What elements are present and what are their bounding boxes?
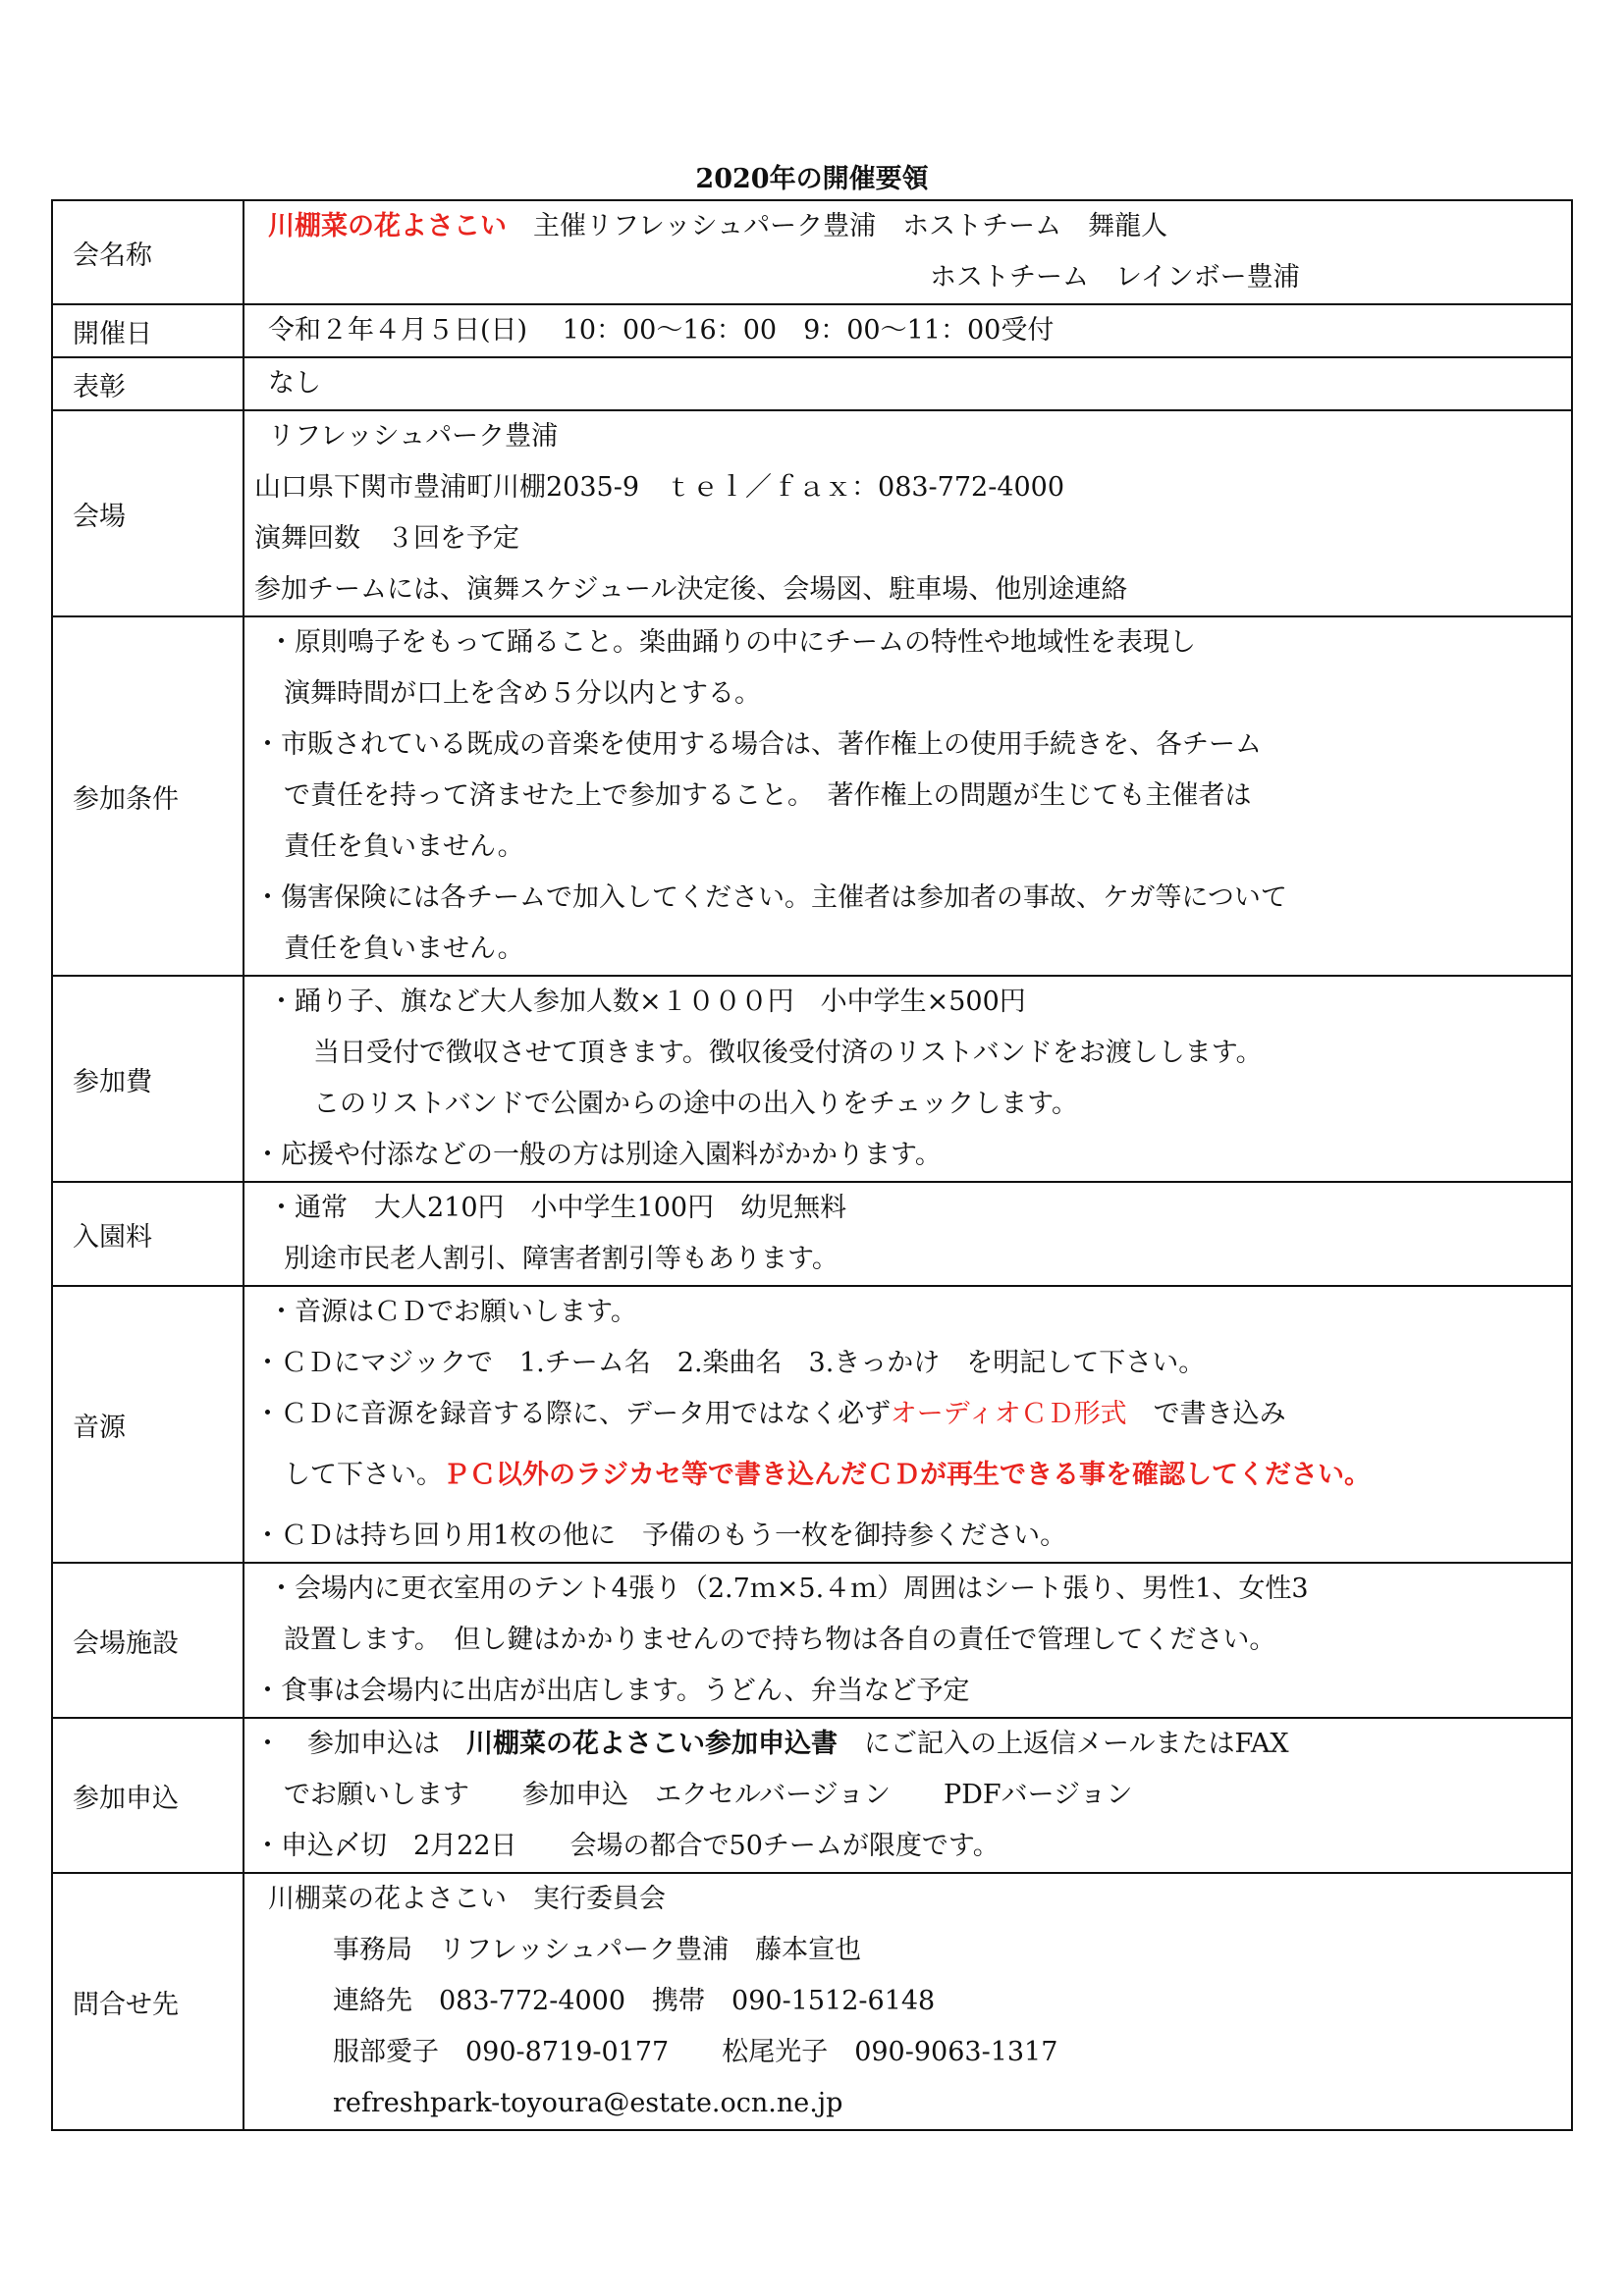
row-application [52, 1718, 1572, 1873]
row-admission [52, 1182, 1572, 1286]
audio-format-highlight: オーディオＣＤ形式 [890, 1399, 1127, 1429]
contact-line: 事務局 リフレッシュパーク豊浦 藤本宣也 [333, 1935, 862, 1965]
conditions-line: で責任を持って済ませた上で参加すること。 著作権上の問題が生じても主催者は [284, 780, 1252, 811]
date-text: 令和２年４月５日(日) 10：00～16：00 9：00～11：00受付 [268, 315, 1055, 346]
venue-line: リフレッシュパーク豊浦 [268, 421, 559, 452]
contact-line: 連絡先 083-772-4000 携帯 090-1512-6148 [333, 1986, 936, 2016]
fee-line: ・応援や付添などの一般の方は別途入園料がかかります。 [254, 1140, 942, 1170]
audio-line: ・ＣＤにマジックで 1.チーム名 2.楽曲名 3.きっかけ を明記して下さい。 [254, 1348, 1206, 1378]
row-facilities [52, 1563, 1572, 1718]
row-audio [52, 1286, 1572, 1563]
fee-line: ・踊り子、旗など大人参加人数×１０００円 小中学生×500円 [268, 987, 1026, 1017]
document-title: 2020年の開催要領 [695, 164, 929, 194]
row-contact [52, 1873, 1572, 2130]
conditions-line: ・原則鳴子をもって踊ること。楽曲踊りの中にチームの特性や地域性を表現し [268, 627, 1196, 658]
row-fee [52, 976, 1572, 1182]
venue-line: 参加チームには、演舞スケジュール決定後、会場図、駐車場、他別途連絡 [254, 574, 1128, 605]
contact-email[interactable]: refreshpark-toyoura@estate.ocn.ne.jp [333, 2088, 843, 2118]
fee-line: このリストバンドで公園からの途中の出入りをチェックします。 [313, 1089, 1078, 1119]
facilities-line: 設置します。 但し鍵はかかりませんので持ち物は各自の責任で管理してください。 [284, 1625, 1276, 1655]
label-contact: 問合せ先 [52, 1873, 244, 2130]
row-conditions [52, 616, 1572, 976]
label-fee: 参加費 [52, 976, 244, 1182]
contact-line: 服部愛子 090-8719-0177 松尾光子 090-9063-1317 [333, 2037, 1058, 2067]
application-line: ・ 参加申込は 川棚菜の花よさこい参加申込書 にご記入の上返信メールまたはFAX [254, 1729, 1289, 1759]
contact-line: 川棚菜の花よさこい 実行委員会 [268, 1884, 666, 1914]
event-name-highlight: 川棚菜の花よさこい [268, 211, 507, 241]
conditions-line: ・傷害保険には各チームで加入してください。主催者は参加者の事故、ケガ等について [254, 882, 1287, 913]
audio-line: ・ＣＤに音源を録音する際に、データ用ではなく必ずオーディオＣＤ形式 で書き込み [254, 1399, 1286, 1429]
application-line: ・申込〆切 2月22日 会場の都合で50チームが限度です。 [254, 1831, 1000, 1861]
admission-line: 別途市民老人割引、障害者割引等もあります。 [284, 1244, 839, 1274]
row-venue [52, 410, 1572, 616]
label-event-name: 会名称 [52, 200, 244, 304]
label-facilities: 会場施設 [52, 1563, 244, 1718]
label-admission: 入園料 [52, 1182, 244, 1286]
organizer-host-text: 主催リフレッシュパーク豊浦 ホストチーム 舞龍人 [507, 211, 1168, 241]
venue-line: 演舞回数 ３回を予定 [254, 523, 519, 554]
conditions-line: 責任を負いません。 [284, 831, 524, 862]
cell-event-name [244, 200, 1572, 304]
audio-warning-highlight: ＰＣ以外のラジカセ等で書き込んだＣＤが再生できる事を確認してください。 [443, 1460, 1371, 1490]
facilities-line: ・会場内に更衣室用のテント4張り（2.7ｍ×5.４ｍ）周囲はシート張り、男性1、女性3 [268, 1574, 1309, 1604]
label-award: 表彰 [52, 357, 244, 410]
label-venue: 会場 [52, 410, 244, 616]
row-date [52, 304, 1572, 357]
audio-line: ・ＣＤは持ち回り用1枚の他に 予備のもう一枚を御持参ください。 [254, 1521, 1067, 1551]
application-form-link[interactable]: 川棚菜の花よさこい参加申込書 [466, 1729, 838, 1759]
conditions-line: 演舞時間が口上を含め５分以内とする。 [284, 678, 761, 709]
conditions-line: 責任を負いません。 [284, 934, 524, 964]
event-guidelines-table [51, 199, 1573, 2131]
host-team-line: ホストチーム レインボー豊浦 [930, 262, 1300, 293]
label-audio: 音源 [52, 1286, 244, 1563]
audio-line: して下さい。ＰＣ以外のラジカセ等で書き込んだＣＤが再生できる事を確認してください。 [284, 1460, 1371, 1490]
facilities-line: ・食事は会場内に出店が出店します。うどん、弁当など予定 [254, 1676, 970, 1706]
award-text: なし [268, 368, 321, 399]
label-conditions: 参加条件 [52, 616, 244, 976]
row-award [52, 357, 1572, 410]
application-line: でお願いします 参加申込 エクセルバージョン PDFバージョン [284, 1780, 1133, 1810]
label-application: 参加申込 [52, 1718, 244, 1873]
conditions-line: ・市販されている既成の音楽を使用する場合は、著作権上の使用手続きを、各チーム [254, 729, 1262, 760]
label-date: 開催日 [52, 304, 244, 357]
admission-line: ・通常 大人210円 小中学生100円 幼児無料 [268, 1193, 847, 1223]
fee-line: 当日受付で徴収させて頂きます。徴収後受付済のリストバンドをお渡しします。 [313, 1038, 1263, 1068]
venue-line: 山口県下関市豊浦町川棚2035-9 ｔｅｌ／ｆａｘ：083-772-4000 [254, 472, 1065, 503]
audio-line: ・音源はＣＤでお願いします。 [268, 1297, 637, 1327]
row-event-name [52, 200, 1572, 304]
